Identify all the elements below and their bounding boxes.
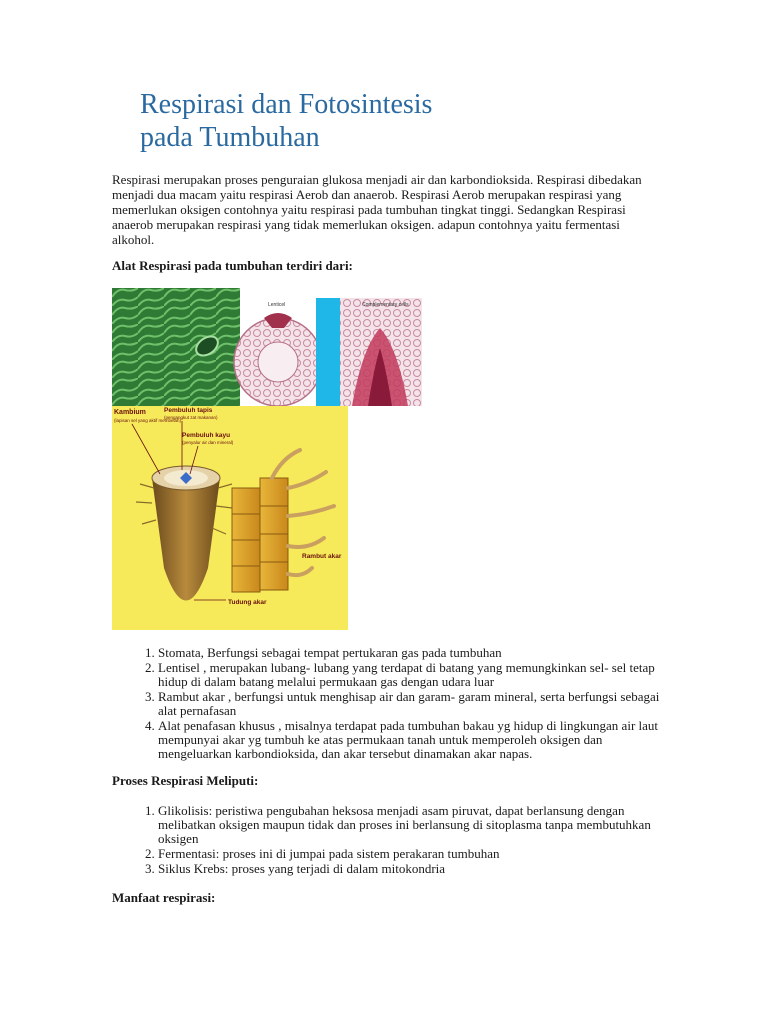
pembuluh-kayu-sub-label: (penyalur air dan mineral) xyxy=(182,440,234,445)
pembuluh-tapis-label: Pembuluh tapis xyxy=(164,407,213,414)
section-heading-manfaat-respirasi: Manfaat respirasi: xyxy=(112,890,216,905)
section-heading-proses-respirasi: Proses Respirasi Meliputi: xyxy=(112,773,259,788)
rambut-akar-label: Rambut akar xyxy=(302,553,342,560)
kambium-label: Kambium xyxy=(114,409,146,416)
pembuluh-kayu-label: Pembuluh kayu xyxy=(182,432,231,439)
list-item: 2. Fermentasi: proses ini di jumpai pada sistem perakaran tumbuhan xyxy=(158,847,678,861)
intro-paragraph: Respirasi merupakan proses penguraian glukosa menjadi air dan karbondioksida. Respirasi dibedakan menjadi dua macam yaitu respirasi Aerob dan anaerob. Respirasi Aerob merupakan respirasi yang memerlukan oksigen contohnya yaitu respirasi pada tumbuhan tingkat tinggi. Sedangkan Respirasi anaerob merupakan respirasi yang tidak memerlukan oksigen. adapun contohnya yaitu fermentasi alkohol. xyxy=(112,172,642,247)
respiration-organs-figure xyxy=(112,288,422,630)
list-item: 3. Siklus Krebs: proses yang terjadi di dalam mitokondria xyxy=(158,862,678,876)
section-heading-alat-respirasi: Alat Respirasi pada tumbuhan terdiri dari: xyxy=(112,258,353,273)
lenticel-image xyxy=(234,298,322,406)
kambium-sub-label: (lapisan sel yang aktif membelah) xyxy=(114,418,182,423)
respiration-organs-list xyxy=(112,646,678,762)
stomata-image xyxy=(112,288,240,406)
complementary-cells-image xyxy=(340,298,422,406)
list-item: 1. Stomata, Berfungsi sebagai tempat pertukaran gas pada tumbuhan xyxy=(158,646,678,660)
page-title xyxy=(140,88,700,154)
list-item: 4. Alat penafasan khusus , misalnya terdapat pada tumbuhan bakau yg hidup di lingkungan air laut mempunyai akar yg tumbuh ke atas permukaan tanah untuk memperoleh oksigen dan mengeluarkan karbondioksida, dan akar tersebut dinamakan akar napas. xyxy=(158,719,678,761)
root-diagram xyxy=(112,406,348,630)
pembuluh-tapis-sub-label: (pengangkut zat makanan) xyxy=(164,415,218,420)
list-item: 3. Rambut akar , berfungsi untuk menghisap air dan garam- garam mineral, serta berfungsi sebagai alat pernafasan xyxy=(158,690,678,718)
respiration-process-list xyxy=(112,804,678,877)
title-line-1: Respirasi dan Fotosintesis xyxy=(140,89,433,120)
list-item: 1. Glikolisis: peristiwa pengubahan heksosa menjadi asam piruvat, dapat berlansung dengan melibatkan oksigen maupun tidak dan proses ini berlansung di sitoplasma tanpa membutuhkan oksigen xyxy=(158,804,678,846)
title-line-2: pada Tumbuhan xyxy=(140,122,320,153)
lenticel-label: Lenticel xyxy=(268,302,286,308)
complementary-label: Complementary cells xyxy=(362,302,409,308)
tudung-akar-label: Tudung akar xyxy=(228,599,267,606)
cyan-strip xyxy=(316,298,340,406)
list-item: 2. Lentisel , merupakan lubang- lubang yang terdapat di batang yang memungkinkan sel- sel tetap hidup di dalam batang melalui permukaan gas dengan udara luar xyxy=(158,661,678,689)
